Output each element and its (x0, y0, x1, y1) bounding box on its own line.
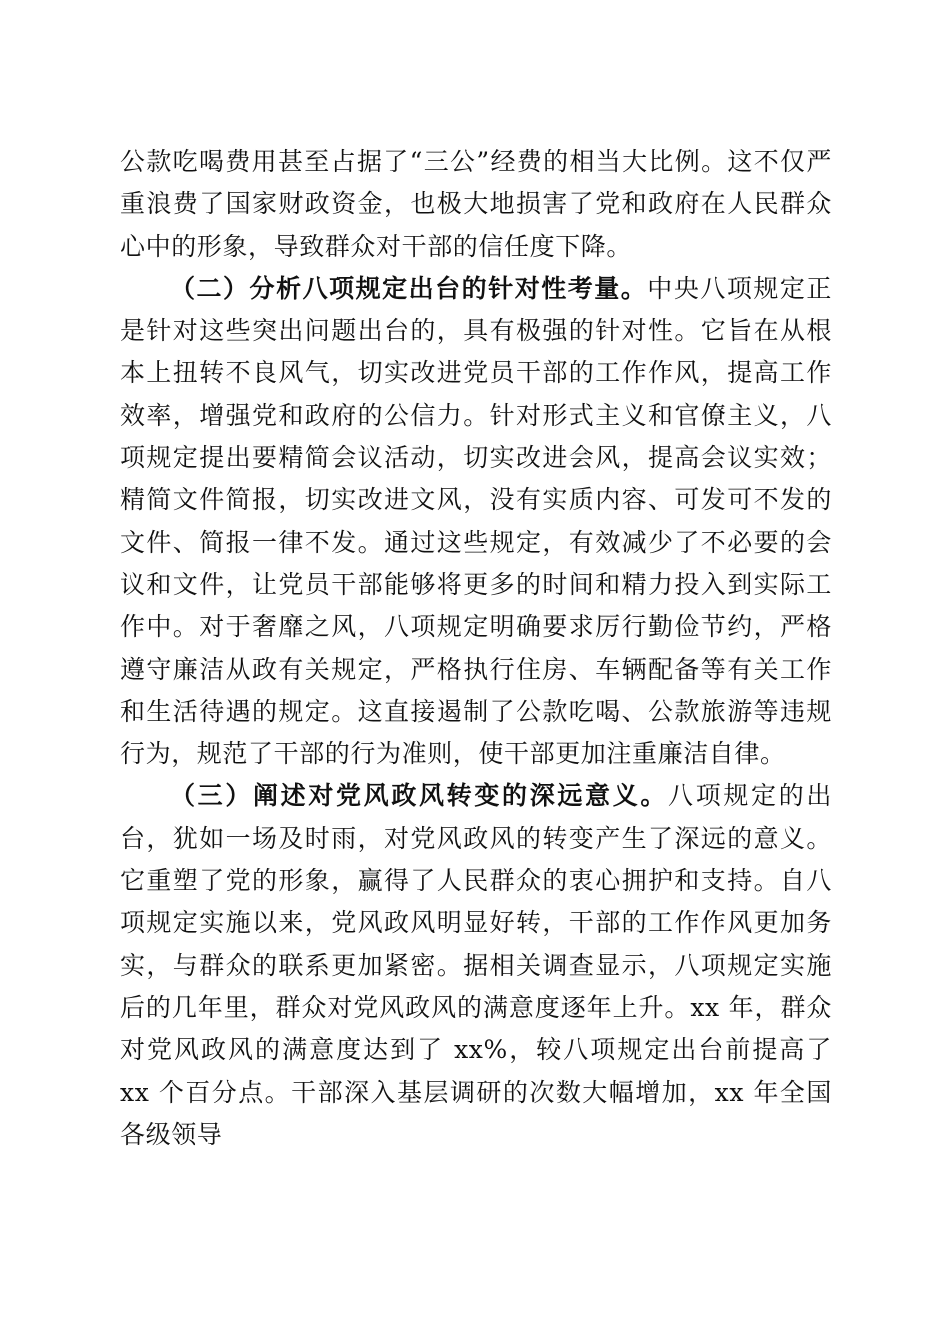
document-body (120, 141, 832, 1156)
section-2-heading: （二）分析八项规定出台的针对性考量。 (170, 273, 648, 303)
paragraph-continued: 公款吃喝费用甚至占据了“三公”经费的相当大比例。这不仅严重浪费了国家财政资金，也极大地损害了党和政府在人民群众心中的形象，导致群众对干部的信任度下降。 (120, 147, 832, 261)
paragraph-section-3 (120, 775, 832, 1156)
paragraph-section-2 (120, 268, 832, 776)
section-3-body: 八项规定的出台，犹如一场及时雨，对党风政风的转变产生了深远的意义。它重塑了党的形象，赢得了人民群众的衷心拥护和支持。自八项规定实施以来，党风政风明显好转，干部的工作作风更加务实，与群众的联系更加紧密。据相关调查显示，八项规定实施后的几年里，群众对党风政风的满意度逐年上升。xx 年，群众对党风政风的满意度达到了 xx%，较八项规定出台前提高了 xx 个百分点。干部深入基层调研的次数大幅增加，xx 年全国各级领导 (120, 781, 832, 1149)
section-2-body: 中央八项规定正是针对这些突出问题出台的，具有极强的针对性。它旨在从根本上扭转不良风气，切实改进党员干部的工作作风，提高工作效率，增强党和政府的公信力。针对形式主义和官僚主义，八项规定提出要精简会议活动，切实改进会风，提高会议实效；精简文件简报，切实改进文风，没有实质内容、可发可不发的文件、简报一律不发。通过这些规定，有效减少了不必要的会议和文件，让党员干部能够将更多的时间和精力投入到实际工作中。对于奢靡之风，八项规定明确要求厉行勤俭节约，严格遵守廉洁从政有关规定，严格执行住房、车辆配备等有关工作和生活待遇的规定。这直接遏制了公款吃喝、公款旅游等违规行为，规范了干部的行为准则，使干部更加注重廉洁自律。 (120, 273, 832, 769)
section-3-heading: （三）阐述对党风政风转变的深远意义。 (170, 781, 669, 811)
